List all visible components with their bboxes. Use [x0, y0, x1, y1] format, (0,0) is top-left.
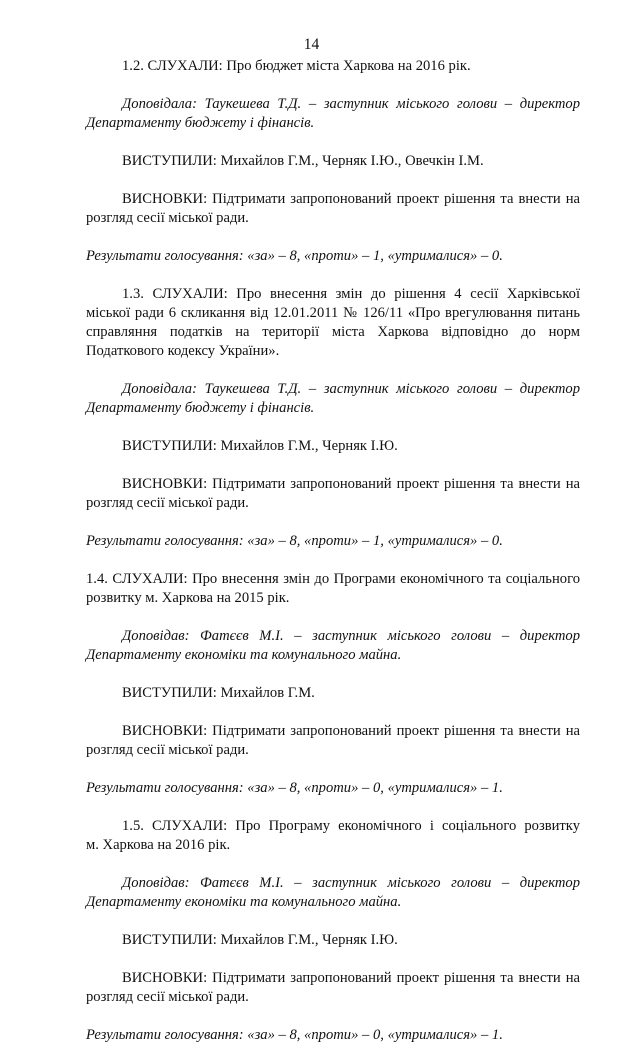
heard-line: 1.4. СЛУХАЛИ: Про внесення змін до Програми економічного та соціального	[86, 571, 580, 587]
speakers-line: ВИСТУПИЛИ: Михайлов Г.М., Черняк І.Ю.	[122, 438, 398, 454]
heard-line: м. Харкова на 2016 рік.	[86, 837, 231, 853]
vote-results: Результати голосування: «за» – 8, «проти» – 1, «утрималися» – 0.	[86, 533, 503, 549]
reporter-line: Департаменту бюджету і фінансів.	[86, 115, 315, 131]
reporter-line: Департаменту бюджету і фінансів.	[86, 400, 315, 416]
agenda-item-1-2	[86, 57, 580, 266]
heard-line: 1.2. СЛУХАЛИ: Про бюджет міста Харкова на 2016 рік.	[122, 58, 471, 74]
heard-line: міської ради 6 скликання від 12.01.2011 № 126/11 «Про врегулювання питань	[86, 305, 580, 321]
reporter-line: Доповідав: Фатєєв М.І. – заступник міського голови – директор	[122, 628, 580, 644]
reporter-line: Департаменту економіки та комунального майна.	[86, 647, 402, 663]
vote-results: Результати голосування: «за» – 8, «проти» – 1, «утрималися» – 0.	[86, 248, 503, 264]
heard-line: справляння податків на території міста Харкова відповідно до норм	[86, 324, 580, 340]
conclusions-line: розгляд сесії міської ради.	[86, 742, 249, 758]
conclusions-line: ВИСНОВКИ: Підтримати запропонований проект рішення та внести на	[122, 476, 580, 492]
minutes-body	[86, 57, 580, 1045]
reporter-line: Доповідала: Таукешева Т.Д. – заступник міського голови – директор	[122, 96, 580, 112]
conclusions-line: ВИСНОВКИ: Підтримати запропонований проект рішення та внести на	[122, 970, 580, 986]
conclusions-line: ВИСНОВКИ: Підтримати запропонований проект рішення та внести на	[122, 723, 580, 739]
reporter-line: Доповідав: Фатєєв М.І. – заступник міського голови – директор	[122, 875, 580, 891]
conclusions-line: розгляд сесії міської ради.	[86, 989, 249, 1005]
conclusions-line: розгляд сесії міської ради.	[86, 495, 249, 511]
speakers-line: ВИСТУПИЛИ: Михайлов Г.М.	[122, 685, 315, 701]
heard-line: 1.5. СЛУХАЛИ: Про Програму економічного і соціального розвитку	[122, 818, 580, 834]
agenda-item-1-5	[86, 817, 580, 1045]
speakers-line: ВИСТУПИЛИ: Михайлов Г.М., Черняк І.Ю.	[122, 932, 398, 948]
agenda-item-1-3	[86, 285, 580, 551]
conclusions-line: ВИСНОВКИ: Підтримати запропонований проект рішення та внести на	[122, 191, 580, 207]
vote-results: Результати голосування: «за» – 8, «проти» – 0, «утрималися» – 1.	[86, 780, 503, 796]
speakers-line: ВИСТУПИЛИ: Михайлов Г.М., Черняк І.Ю., Овечкін І.М.	[122, 153, 484, 169]
heard-line: розвитку м. Харкова на 2015 рік.	[86, 590, 290, 606]
heard-line: 1.3. СЛУХАЛИ: Про внесення змін до рішення 4 сесії Харківської	[122, 286, 580, 302]
page-number: 14	[303, 36, 320, 53]
conclusions-line: розгляд сесії міської ради.	[86, 210, 249, 226]
reporter-line: Доповідала: Таукешева Т.Д. – заступник міського голови – директор	[122, 381, 580, 397]
reporter-line: Департаменту економіки та комунального майна.	[86, 894, 402, 910]
heard-line: Податкового кодексу України».	[86, 343, 280, 359]
vote-results: Результати голосування: «за» – 8, «проти» – 0, «утрималися» – 1.	[86, 1027, 503, 1043]
agenda-item-1-4	[86, 570, 580, 798]
